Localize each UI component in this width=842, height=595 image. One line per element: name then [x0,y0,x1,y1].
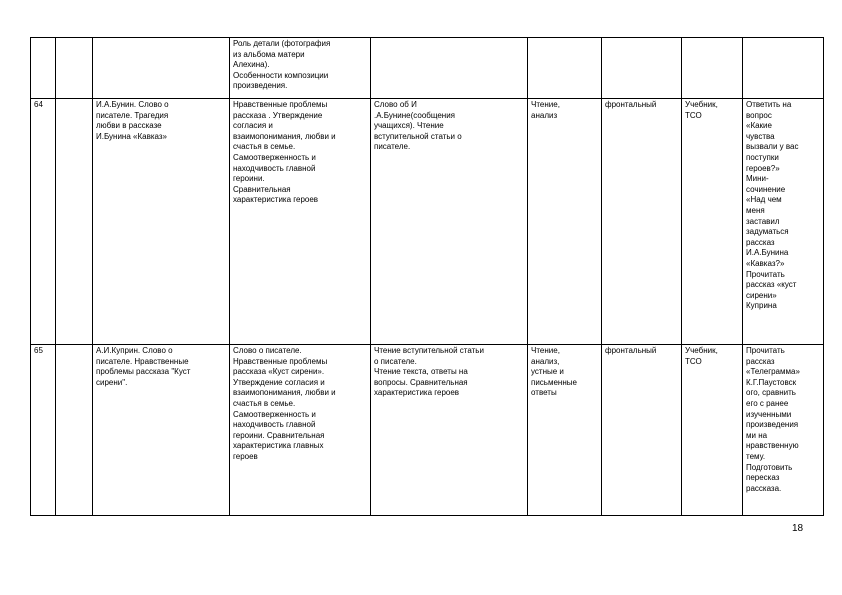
cell-form [602,38,682,99]
lesson-plan-table [30,37,824,516]
cell-activity: Чтение вступительной статьи о писателе. Чтение текста, ответы на вопросы. Сравнительная характеристика героев [371,345,528,516]
cell-number [31,38,56,99]
cell-form: фронтальный [602,345,682,516]
cell-homework [743,38,824,99]
cell-number: 64 [31,99,56,345]
cell-homework: Прочитать рассказ «Телеграмма» К.Г.Паустовск ого, сравнить его с ранее изученными произведения ми на нравственную тему. Подготовить пересказ рассказа. [743,345,824,516]
table-row [31,345,824,516]
cell-empty [56,345,93,516]
cell-topic [93,38,230,99]
table-row [31,38,824,99]
cell-means: Учебник, ТСО [682,345,743,516]
cell-homework: Ответить на вопрос «Какие чувства вызвали у вас поступки героев?» Мини- сочинение «Над чем меня заставил задуматься рассказ И.А.Бунина «Кавказ?» Прочитать рассказ «куст сирени» Куприна [743,99,824,345]
cell-form: фронтальный [602,99,682,345]
cell-topic: А.И.Куприн. Слово о писателе. Нравственные проблемы рассказа "Куст сирени". [93,345,230,516]
cell-empty [56,99,93,345]
cell-content: Слово о писателе. Нравственные проблемы рассказа «Куст сирени». Утверждение согласия и взаимопонимания, любви и счастья в семье. Самоотверженность и находчивость главной героини. Сравнительная характеристика главных героев [230,345,371,516]
page-number: 18 [792,523,804,534]
cell-control: Чтение, анализ [528,99,602,345]
cell-control [528,38,602,99]
cell-activity [371,38,528,99]
cell-topic: И.А.Бунин. Слово о писателе. Трагедия любви в рассказе И.Бунина «Кавказ» [93,99,230,345]
cell-activity: Слово об И .А.Бунине(сообщения учащихся). Чтение вступительной статьи о писателе. [371,99,528,345]
cell-content: Роль детали (фотография из альбома матери Алехина). Особенности композиции произведения. [230,38,371,99]
cell-empty [56,38,93,99]
cell-means [682,38,743,99]
cell-means: Учебник, ТСО [682,99,743,345]
cell-control: Чтение, анализ, устные и письменные ответы [528,345,602,516]
table-row [31,99,824,345]
cell-number: 65 [31,345,56,516]
cell-content: Нравственные проблемы рассказа . Утверждение согласия и взаимопонимания, любви и счастья в семье. Самоотверженность и находчивость главной героини. Сравнительная характеристика героев [230,99,371,345]
